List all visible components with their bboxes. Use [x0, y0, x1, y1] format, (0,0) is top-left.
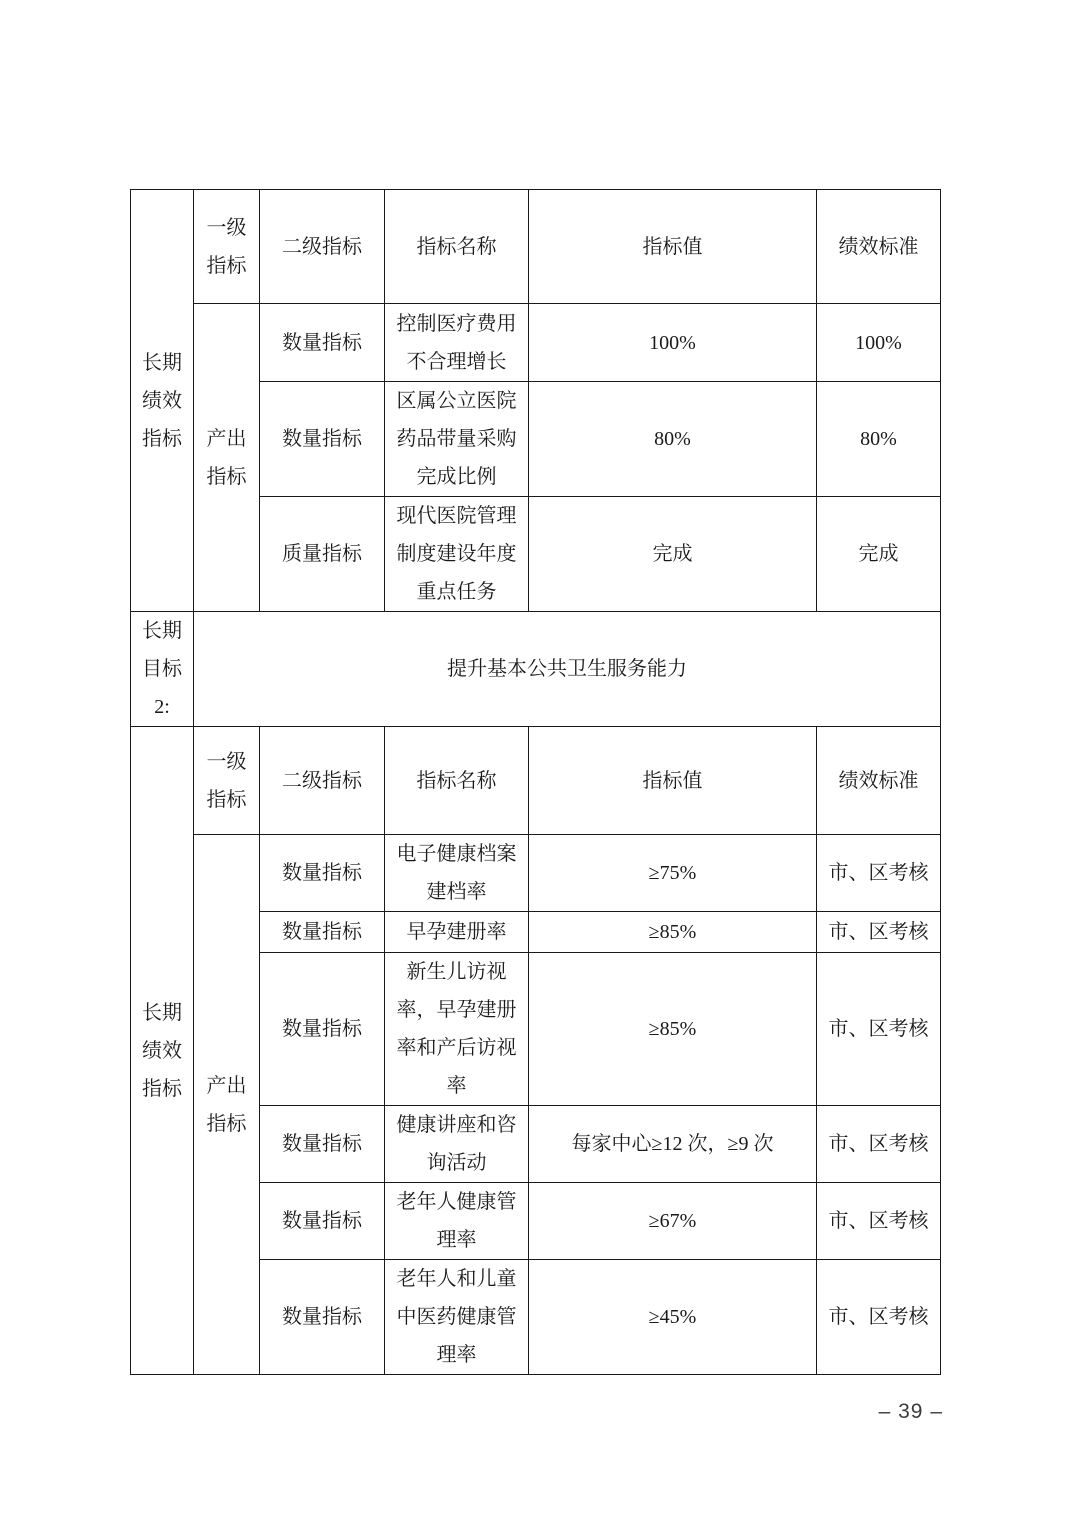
section2-category-label-cell: 产出指标: [194, 835, 260, 1375]
performance-standard-cell: 100%: [817, 304, 941, 382]
indicator-name-cell: 区属公立医院药品带量采购完成比例: [385, 382, 529, 497]
indicator-value-cell: 每家中心≥12 次，≥9 次: [529, 1106, 817, 1183]
section2-header-level2: 二级指标: [260, 727, 385, 835]
section1-header-name: 指标名称: [385, 190, 529, 304]
section1-header-standard: 绩效标准: [817, 190, 941, 304]
indicator-value-cell: 100%: [529, 304, 817, 382]
indicator-value-cell: 80%: [529, 382, 817, 497]
performance-standard-cell: 市、区考核: [817, 835, 941, 912]
indicator-value-cell: ≥75%: [529, 835, 817, 912]
level2-cell: 数量指标: [260, 835, 385, 912]
section2-header-row: [131, 727, 941, 835]
level2-cell: 质量指标: [260, 497, 385, 612]
section1-header-row: [131, 190, 941, 304]
indicator-name-cell: 老年人健康管理率: [385, 1183, 529, 1260]
indicator-name-cell: 老年人和儿童中医药健康管理率: [385, 1260, 529, 1375]
level2-cell: 数量指标: [260, 1260, 385, 1375]
level2-cell: 数量指标: [260, 1106, 385, 1183]
indicator-row: [131, 835, 941, 912]
performance-standard-cell: 完成: [817, 497, 941, 612]
level2-cell: 数量指标: [260, 382, 385, 497]
level2-cell: 数量指标: [260, 304, 385, 382]
indicator-name-cell: 控制医疗费用不合理增长: [385, 304, 529, 382]
performance-indicator-table: [130, 189, 941, 1375]
section2-header-name: 指标名称: [385, 727, 529, 835]
level2-cell: 数量指标: [260, 912, 385, 953]
performance-standard-cell: 市、区考核: [817, 1106, 941, 1183]
performance-standard-cell: 市、区考核: [817, 1260, 941, 1375]
indicator-name-cell: 健康讲座和咨询活动: [385, 1106, 529, 1183]
section2-header-level1: 一级指标: [194, 727, 260, 835]
section2-header-value: 指标值: [529, 727, 817, 835]
performance-standard-cell: 市、区考核: [817, 912, 941, 953]
indicator-row: [131, 304, 941, 382]
section1-header-level2: 二级指标: [260, 190, 385, 304]
indicator-name-cell: 现代医院管理制度建设年度重点任务: [385, 497, 529, 612]
indicator-value-cell: ≥85%: [529, 953, 817, 1106]
section1-category-label-cell: 产出指标: [194, 304, 260, 612]
section1-header-level1: 一级指标: [194, 190, 260, 304]
indicator-value-cell: ≥45%: [529, 1260, 817, 1375]
indicator-value-cell: 完成: [529, 497, 817, 612]
level2-cell: 数量指标: [260, 1183, 385, 1260]
performance-standard-cell: 80%: [817, 382, 941, 497]
indicator-name-cell: 电子健康档案建档率: [385, 835, 529, 912]
indicator-name-cell: 新生儿访视率，早孕建册率和产后访视率: [385, 953, 529, 1106]
goal-content-cell: 提升基本公共卫生服务能力: [194, 612, 941, 727]
indicator-name-cell: 早孕建册率: [385, 912, 529, 953]
indicator-value-cell: ≥85%: [529, 912, 817, 953]
performance-standard-cell: 市、区考核: [817, 1183, 941, 1260]
section2-header-standard: 绩效标准: [817, 727, 941, 835]
section1-group-label-cell: 长期绩效指标: [131, 190, 194, 612]
indicator-value-cell: ≥67%: [529, 1183, 817, 1260]
page-number: – 39 –: [878, 1400, 943, 1423]
goal-row: [131, 612, 941, 727]
performance-standard-cell: 市、区考核: [817, 953, 941, 1106]
section1-header-value: 指标值: [529, 190, 817, 304]
level2-cell: 数量指标: [260, 953, 385, 1106]
section2-group-label-cell: 长期绩效指标: [131, 727, 194, 1375]
goal-label-cell: 长期目标2:: [131, 612, 194, 727]
